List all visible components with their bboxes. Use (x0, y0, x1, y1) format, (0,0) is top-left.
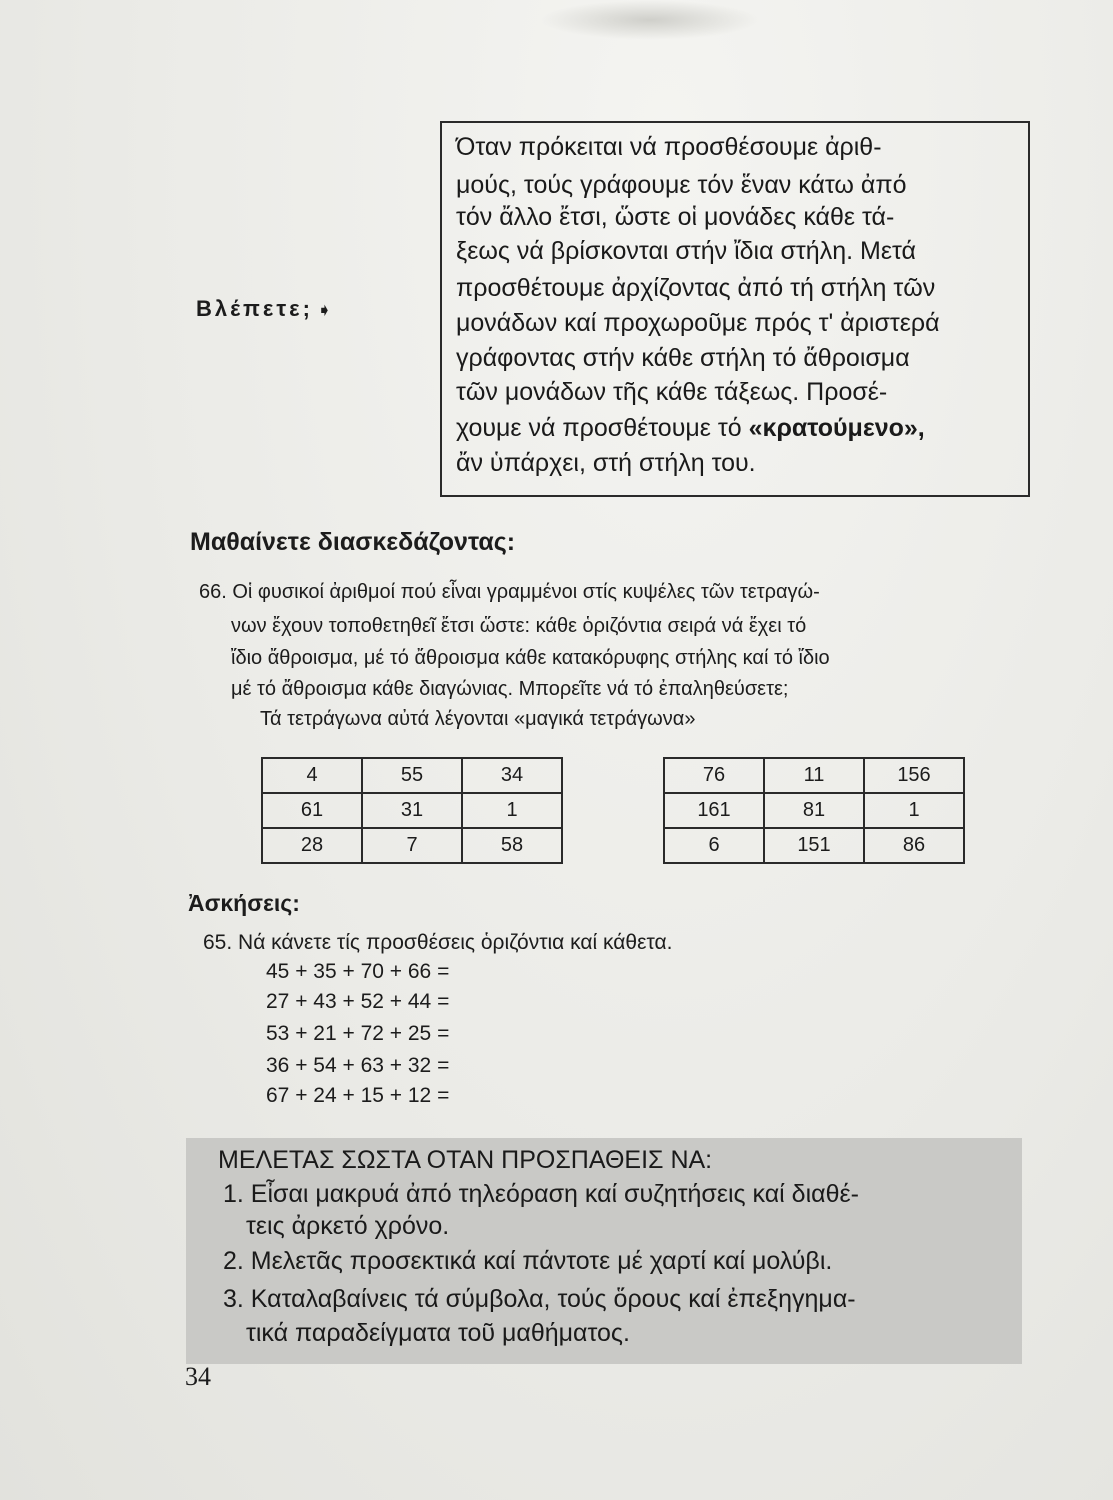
rule-line-3: τόν ἄλλο ἔτσι, ὥστε οἱ μονάδες κάθε τά- (456, 203, 895, 231)
exercise-66-line-2: νων ἔχουν τοποθετηθεῖ ἔτσι ὥστε: κάθε ὁριζόντια σειρά νά ἔχει τό (231, 615, 807, 637)
cell: 151 (764, 828, 864, 863)
cell: 31 (362, 793, 462, 828)
study-line-3: 2. Μελετᾶς προσεκτικά καί πάντοτε μέ χαρτί καί μολύβι. (223, 1247, 833, 1275)
study-line-2: τεις ἀρκετό χρόνο. (246, 1212, 450, 1240)
rule-line-1: Όταν πρόκειται νά προσθέσουμε ἀριθ- (456, 133, 882, 161)
scan-smudge (540, 0, 760, 40)
sum-line-2: 27 + 43 + 52 + 44 = (266, 990, 450, 1013)
see-label-text: Βλέπετε; (196, 296, 313, 321)
cell: 61 (262, 793, 362, 828)
cell: 156 (864, 758, 964, 793)
rule-line-10: ἄν ὑπάρχει, στή στήλη του. (456, 449, 756, 477)
exercise-65-title: 65. Νά κάνετε τίς προσθέσεις ὁριζόντια καί κάθετα. (203, 931, 673, 954)
rule-line-4: ξεως νά βρίσκονται στήν ἴδια στήλη. Μετά (456, 237, 916, 265)
exercise-66-line-3: ἴδιο ἄθροισμα, μέ τό ἄθροισμα κάθε κατακόρυφης στήλης καί τό ἴδιο (231, 647, 830, 669)
exercise-66-line-5: Τά τετράγωνα αὐτά λέγονται «μαγικά τετράγωνα» (260, 708, 696, 730)
exercise-66-line-1: 66. Οἱ φυσικοί ἀριθμοί πού εἶναι γραμμένοι στίς κυψέλες τῶν τετραγώ- (199, 581, 820, 603)
cell: 28 (262, 828, 362, 863)
exercises-title: Ἀσκήσεις: (188, 890, 300, 916)
sum-line-1: 45 + 35 + 70 + 66 = (266, 960, 450, 983)
cell: 81 (764, 793, 864, 828)
table-row (262, 758, 562, 793)
cell: 161 (664, 793, 764, 828)
carry-term: «κρατούμενο», (748, 414, 925, 442)
cell: 76 (664, 758, 764, 793)
cell: 7 (362, 828, 462, 863)
section-title: Μαθαίνετε διασκεδάζοντας: (190, 528, 516, 556)
study-line-4: 3. Καταλαβαίνεις τά σύμβολα, τούς ὅρους καί ἐπεξηγημα- (223, 1285, 856, 1313)
table-row (664, 793, 964, 828)
magic-square-1 (261, 757, 563, 864)
sum-line-4: 36 + 54 + 63 + 32 = (266, 1054, 450, 1077)
see-label (196, 296, 335, 322)
rule-line-2: μούς, τούς γράφουμε τόν ἕναν κάτω ἀπό (456, 171, 907, 199)
cell: 34 (462, 758, 562, 793)
cell: 58 (462, 828, 562, 863)
study-title: ΜΕΛΕΤΑΣ ΣΩΣΤΑ ΟΤΑΝ ΠΡΟΣΠΑΘΕΙΣ ΝΑ: (218, 1146, 713, 1174)
cell: 1 (462, 793, 562, 828)
table-row (262, 793, 562, 828)
rule-line-5: προσθέτουμε ἀρχίζοντας ἀπό τή στήλη τῶν (456, 274, 936, 302)
cell: 11 (764, 758, 864, 793)
table-row (262, 828, 562, 863)
table-row (664, 758, 964, 793)
sum-line-5: 67 + 24 + 15 + 12 = (266, 1084, 450, 1107)
exercise-66-line-4: μέ τό ἄθροισμα κάθε διαγώνιας. Μπορεῖτε νά τό ἐπαληθεύσετε; (231, 678, 789, 700)
study-line-5: τικά παραδείγματα τοῦ μαθήματος. (246, 1319, 630, 1347)
pointing-arrow-icon: ➧ (316, 300, 336, 320)
magic-square-2 (663, 757, 965, 864)
cell: 55 (362, 758, 462, 793)
rule-line-7: γράφοντας στήν κάθε στήλη τό ἄθροισμα (456, 344, 910, 372)
rule-line-8: τῶν μονάδων τῆς κάθε τάξεως. Προσέ- (456, 378, 888, 406)
table-row (664, 828, 964, 863)
cell: 4 (262, 758, 362, 793)
rule-line-9-text: χουμε νά προσθέτουμε τό (456, 414, 749, 442)
cell: 6 (664, 828, 764, 863)
cell: 1 (864, 793, 964, 828)
rule-line-6: μονάδων καί προχωροῦμε πρός τ' ἀριστερά (456, 309, 940, 337)
rule-line-9 (456, 411, 925, 445)
cell: 86 (864, 828, 964, 863)
sum-line-3: 53 + 21 + 72 + 25 = (266, 1022, 450, 1045)
study-line-1: 1. Εἶσαι μακρυά ἀπό τηλεόραση καί συζητήσεις καί διαθέ- (223, 1180, 859, 1208)
page-number: 34 (185, 1362, 211, 1391)
